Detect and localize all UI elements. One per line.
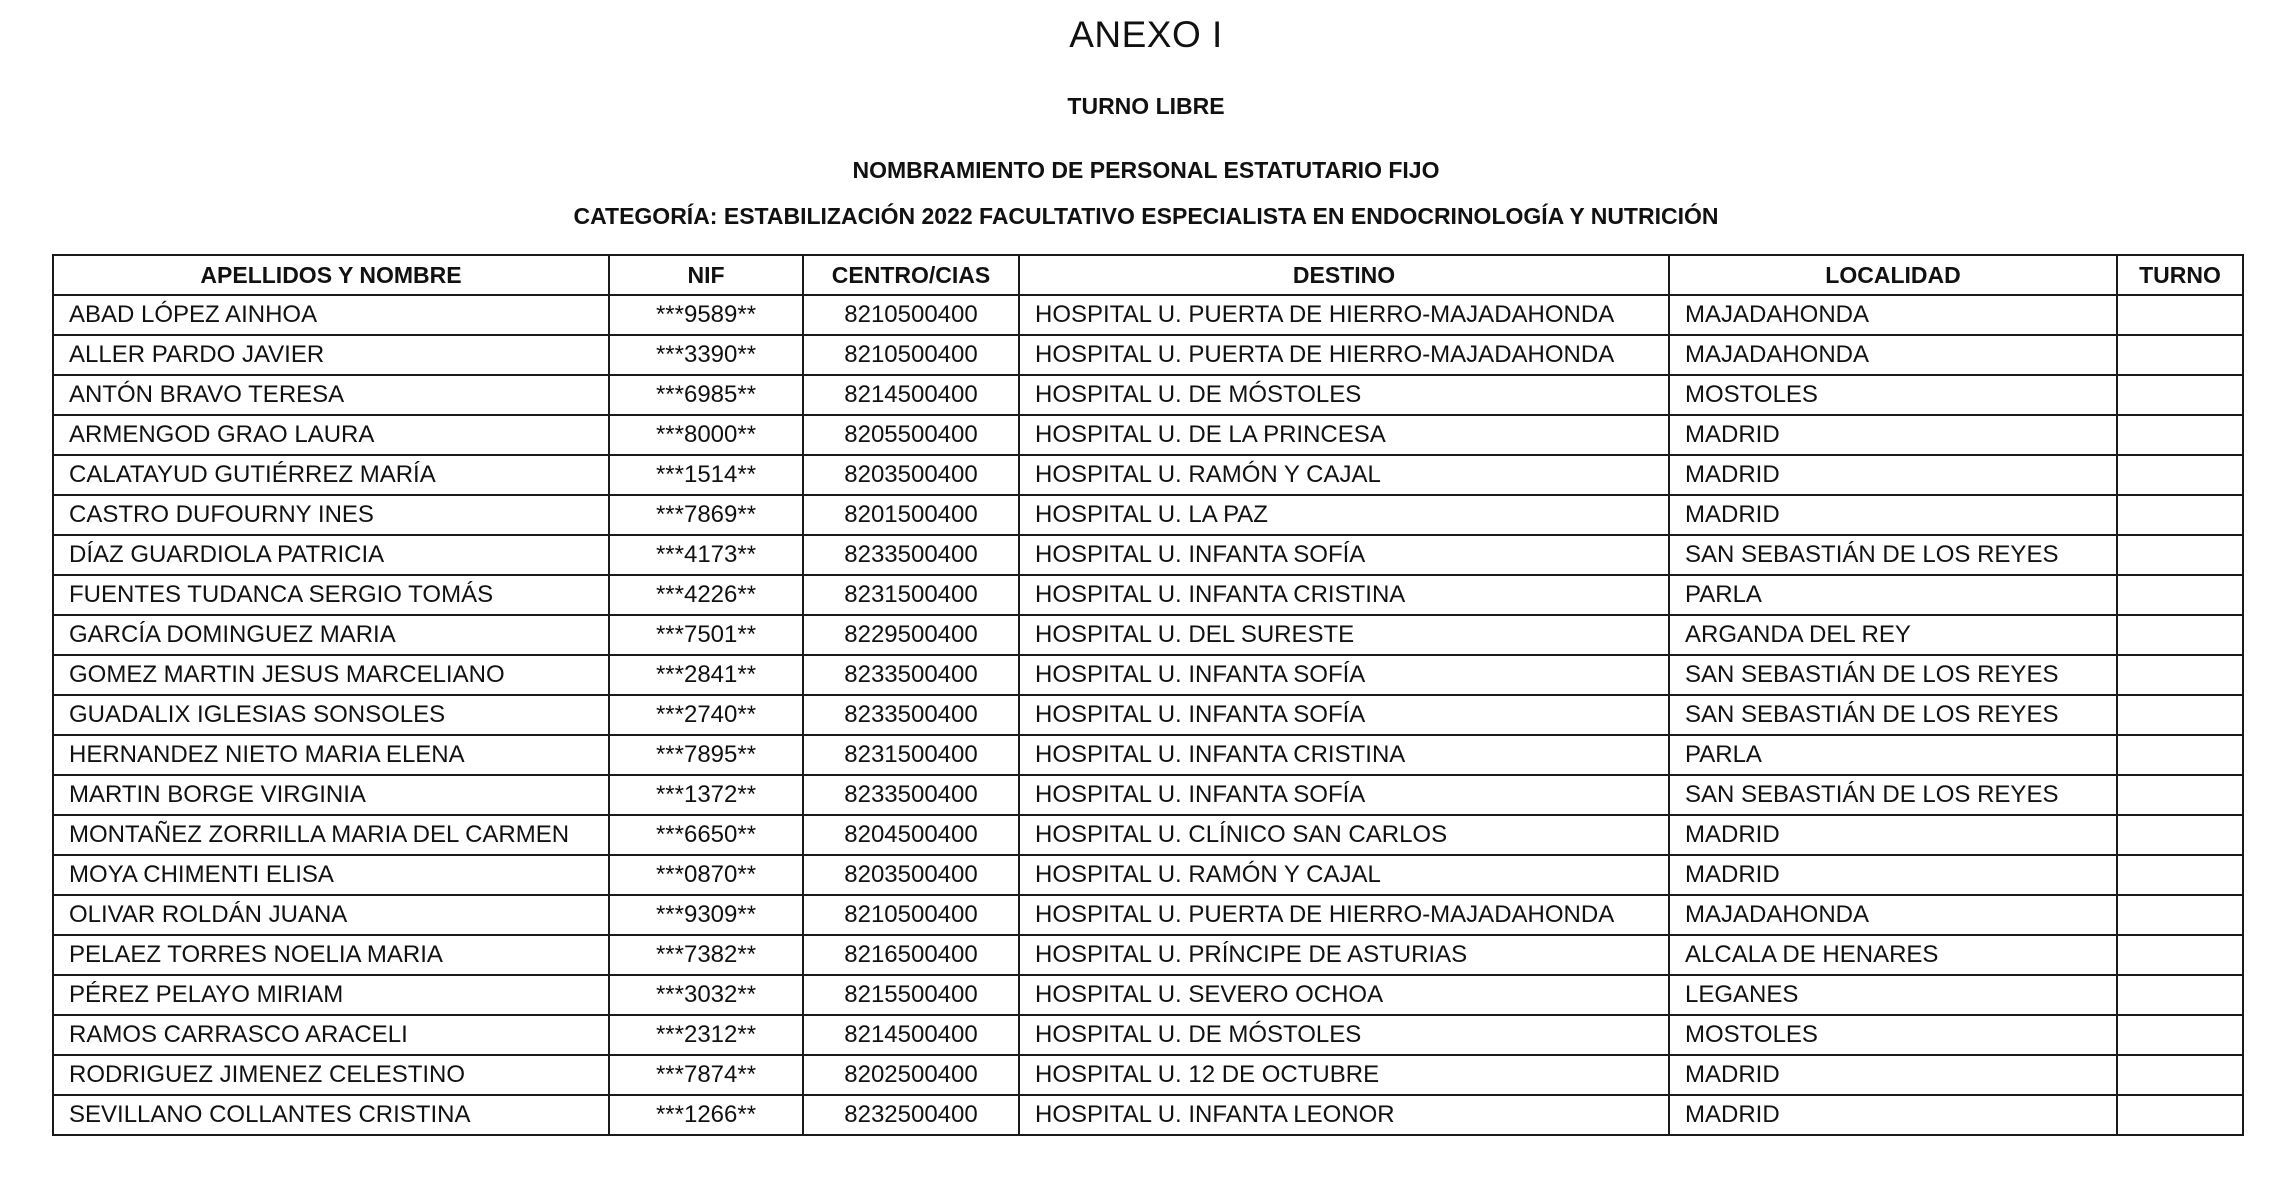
cell-nif: ***3390** <box>609 335 803 375</box>
cell-turno <box>2117 695 2243 735</box>
cell-centro-cias: 8205500400 <box>803 415 1019 455</box>
cell-turno <box>2117 735 2243 775</box>
cell-name: GARCÍA DOMINGUEZ MARIA <box>53 615 609 655</box>
cell-turno <box>2117 575 2243 615</box>
cell-nif: ***7874** <box>609 1055 803 1095</box>
cell-name: OLIVAR ROLDÁN JUANA <box>53 895 609 935</box>
cell-destino: HOSPITAL U. PRÍNCIPE DE ASTURIAS <box>1019 935 1669 975</box>
cell-nif: ***9589** <box>609 295 803 335</box>
cell-localidad: MOSTOLES <box>1669 1015 2117 1055</box>
cell-nif: ***9309** <box>609 895 803 935</box>
cell-turno <box>2117 815 2243 855</box>
cell-name: PELAEZ TORRES NOELIA MARIA <box>53 935 609 975</box>
cell-turno <box>2117 615 2243 655</box>
cell-turno <box>2117 1015 2243 1055</box>
cell-name: MARTIN BORGE VIRGINIA <box>53 775 609 815</box>
table-row <box>53 535 2243 575</box>
cell-name: FUENTES TUDANCA SERGIO TOMÁS <box>53 575 609 615</box>
table-row <box>53 855 2243 895</box>
cell-name: GOMEZ MARTIN JESUS MARCELIANO <box>53 655 609 695</box>
cell-nif: ***4173** <box>609 535 803 575</box>
column-header-nif: NIF <box>609 255 803 295</box>
cell-localidad: ARGANDA DEL REY <box>1669 615 2117 655</box>
table-row <box>53 815 2243 855</box>
cell-destino: HOSPITAL U. DE MÓSTOLES <box>1019 375 1669 415</box>
cell-turno <box>2117 935 2243 975</box>
cell-centro-cias: 8215500400 <box>803 975 1019 1015</box>
cell-nif: ***2740** <box>609 695 803 735</box>
table-row <box>53 495 2243 535</box>
cell-centro-cias: 8210500400 <box>803 895 1019 935</box>
cell-localidad: MAJADAHONDA <box>1669 335 2117 375</box>
cell-centro-cias: 8210500400 <box>803 295 1019 335</box>
table-row <box>53 295 2243 335</box>
cell-turno <box>2117 295 2243 335</box>
cell-localidad: SAN SEBASTIÁN DE LOS REYES <box>1669 695 2117 735</box>
cell-destino: HOSPITAL U. SEVERO OCHOA <box>1019 975 1669 1015</box>
cell-nif: ***6650** <box>609 815 803 855</box>
cell-destino: HOSPITAL U. INFANTA SOFÍA <box>1019 655 1669 695</box>
cell-turno <box>2117 495 2243 535</box>
cell-localidad: MADRID <box>1669 455 2117 495</box>
cell-localidad: ALCALA DE HENARES <box>1669 935 2117 975</box>
table-row <box>53 775 2243 815</box>
cell-nif: ***1372** <box>609 775 803 815</box>
cell-localidad: MADRID <box>1669 815 2117 855</box>
cell-destino: HOSPITAL U. INFANTA CRISTINA <box>1019 575 1669 615</box>
cell-name: ANTÓN BRAVO TERESA <box>53 375 609 415</box>
cell-localidad: MOSTOLES <box>1669 375 2117 415</box>
cell-nif: ***7895** <box>609 735 803 775</box>
cell-name: RODRIGUEZ JIMENEZ CELESTINO <box>53 1055 609 1095</box>
cell-nif: ***3032** <box>609 975 803 1015</box>
cell-nif: ***7382** <box>609 935 803 975</box>
cell-nif: ***8000** <box>609 415 803 455</box>
cell-name: CALATAYUD GUTIÉRREZ MARÍA <box>53 455 609 495</box>
shift-subtitle: TURNO LIBRE <box>1067 93 1225 119</box>
cell-centro-cias: 8214500400 <box>803 1015 1019 1055</box>
cell-centro-cias: 8233500400 <box>803 775 1019 815</box>
cell-destino: HOSPITAL U. CLÍNICO SAN CARLOS <box>1019 815 1669 855</box>
cell-name: ALLER PARDO JAVIER <box>53 335 609 375</box>
cell-localidad: MADRID <box>1669 495 2117 535</box>
column-header-turno: TURNO <box>2117 255 2243 295</box>
annex-title: ANEXO I <box>1069 14 1223 55</box>
cell-centro-cias: 8203500400 <box>803 855 1019 895</box>
cell-destino: HOSPITAL U. DEL SURESTE <box>1019 615 1669 655</box>
table-row <box>53 1015 2243 1055</box>
cell-name: RAMOS CARRASCO ARACELI <box>53 1015 609 1055</box>
cell-nif: ***1266** <box>609 1095 803 1135</box>
cell-centro-cias: 8210500400 <box>803 335 1019 375</box>
table-row <box>53 575 2243 615</box>
cell-destino: HOSPITAL U. DE LA PRINCESA <box>1019 415 1669 455</box>
table-row <box>53 895 2243 935</box>
appointments-table <box>52 254 2244 1136</box>
cell-localidad: PARLA <box>1669 575 2117 615</box>
cell-destino: HOSPITAL U. INFANTA CRISTINA <box>1019 735 1669 775</box>
cell-centro-cias: 8216500400 <box>803 935 1019 975</box>
table-row <box>53 335 2243 375</box>
table-row <box>53 615 2243 655</box>
cell-destino: HOSPITAL U. PUERTA DE HIERRO-MAJADAHONDA <box>1019 895 1669 935</box>
cell-centro-cias: 8233500400 <box>803 655 1019 695</box>
cell-turno <box>2117 855 2243 895</box>
cell-centro-cias: 8203500400 <box>803 455 1019 495</box>
cell-centro-cias: 8233500400 <box>803 535 1019 575</box>
table-row <box>53 1055 2243 1095</box>
cell-centro-cias: 8214500400 <box>803 375 1019 415</box>
column-header-localidad: LOCALIDAD <box>1669 255 2117 295</box>
cell-name: DÍAZ GUARDIOLA PATRICIA <box>53 535 609 575</box>
table-row <box>53 455 2243 495</box>
cell-turno <box>2117 775 2243 815</box>
cell-localidad: MAJADAHONDA <box>1669 895 2117 935</box>
table-row <box>53 695 2243 735</box>
table-row <box>53 1095 2243 1135</box>
cell-nif: ***2841** <box>609 655 803 695</box>
cell-turno <box>2117 1095 2243 1135</box>
cell-destino: HOSPITAL U. INFANTA SOFÍA <box>1019 695 1669 735</box>
cell-localidad: SAN SEBASTIÁN DE LOS REYES <box>1669 655 2117 695</box>
cell-localidad: MADRID <box>1669 855 2117 895</box>
cell-turno <box>2117 655 2243 695</box>
cell-destino: HOSPITAL U. INFANTA SOFÍA <box>1019 775 1669 815</box>
cell-centro-cias: 8232500400 <box>803 1095 1019 1135</box>
cell-centro-cias: 8229500400 <box>803 615 1019 655</box>
cell-turno <box>2117 415 2243 455</box>
cell-turno <box>2117 535 2243 575</box>
cell-centro-cias: 8201500400 <box>803 495 1019 535</box>
cell-destino: HOSPITAL U. INFANTA SOFÍA <box>1019 535 1669 575</box>
cell-centro-cias: 8231500400 <box>803 735 1019 775</box>
cell-name: CASTRO DUFOURNY INES <box>53 495 609 535</box>
cell-localidad: MADRID <box>1669 415 2117 455</box>
cell-localidad: LEGANES <box>1669 975 2117 1015</box>
column-header-centro-cias: CENTRO/CIAS <box>803 255 1019 295</box>
cell-centro-cias: 8204500400 <box>803 815 1019 855</box>
cell-name: ARMENGOD GRAO LAURA <box>53 415 609 455</box>
appointment-heading: NOMBRAMIENTO DE PERSONAL ESTATUTARIO FIJO <box>852 157 1440 183</box>
cell-localidad: MADRID <box>1669 1055 2117 1095</box>
cell-name: ABAD LÓPEZ AINHOA <box>53 295 609 335</box>
cell-turno <box>2117 1055 2243 1095</box>
cell-turno <box>2117 895 2243 935</box>
cell-nif: ***1514** <box>609 455 803 495</box>
category-heading: CATEGORÍA: ESTABILIZACIÓN 2022 FACULTATIVO ESPECIALISTA EN ENDOCRINOLOGÍA Y NUTRICIÓN <box>573 203 1719 229</box>
cell-turno <box>2117 975 2243 1015</box>
cell-destino: HOSPITAL U. DE MÓSTOLES <box>1019 1015 1669 1055</box>
cell-name: GUADALIX IGLESIAS SONSOLES <box>53 695 609 735</box>
cell-name: SEVILLANO COLLANTES CRISTINA <box>53 1095 609 1135</box>
cell-nif: ***7501** <box>609 615 803 655</box>
cell-localidad: PARLA <box>1669 735 2117 775</box>
cell-destino: HOSPITAL U. 12 DE OCTUBRE <box>1019 1055 1669 1095</box>
column-header-name: APELLIDOS Y NOMBRE <box>53 255 609 295</box>
table-row <box>53 415 2243 455</box>
cell-destino: HOSPITAL U. RAMÓN Y CAJAL <box>1019 855 1669 895</box>
cell-turno <box>2117 375 2243 415</box>
cell-nif: ***7869** <box>609 495 803 535</box>
cell-destino: HOSPITAL U. LA PAZ <box>1019 495 1669 535</box>
cell-nif: ***4226** <box>609 575 803 615</box>
cell-localidad: MADRID <box>1669 1095 2117 1135</box>
cell-nif: ***2312** <box>609 1015 803 1055</box>
cell-localidad: MAJADAHONDA <box>1669 295 2117 335</box>
cell-destino: HOSPITAL U. PUERTA DE HIERRO-MAJADAHONDA <box>1019 335 1669 375</box>
cell-nif: ***0870** <box>609 855 803 895</box>
cell-name: MONTAÑEZ ZORRILLA MARIA DEL CARMEN <box>53 815 609 855</box>
table-row <box>53 375 2243 415</box>
cell-centro-cias: 8233500400 <box>803 695 1019 735</box>
table-header-row <box>53 255 2243 295</box>
cell-name: MOYA CHIMENTI ELISA <box>53 855 609 895</box>
cell-destino: HOSPITAL U. INFANTA LEONOR <box>1019 1095 1669 1135</box>
cell-name: HERNANDEZ NIETO MARIA ELENA <box>53 735 609 775</box>
table-row <box>53 975 2243 1015</box>
cell-centro-cias: 8202500400 <box>803 1055 1019 1095</box>
cell-nif: ***6985** <box>609 375 803 415</box>
table-row <box>53 655 2243 695</box>
cell-destino: HOSPITAL U. RAMÓN Y CAJAL <box>1019 455 1669 495</box>
cell-name: PÉREZ PELAYO MIRIAM <box>53 975 609 1015</box>
column-header-destino: DESTINO <box>1019 255 1669 295</box>
table-row <box>53 735 2243 775</box>
cell-turno <box>2117 335 2243 375</box>
cell-localidad: SAN SEBASTIÁN DE LOS REYES <box>1669 535 2117 575</box>
cell-centro-cias: 8231500400 <box>803 575 1019 615</box>
table-row <box>53 935 2243 975</box>
cell-turno <box>2117 455 2243 495</box>
cell-destino: HOSPITAL U. PUERTA DE HIERRO-MAJADAHONDA <box>1019 295 1669 335</box>
cell-localidad: SAN SEBASTIÁN DE LOS REYES <box>1669 775 2117 815</box>
